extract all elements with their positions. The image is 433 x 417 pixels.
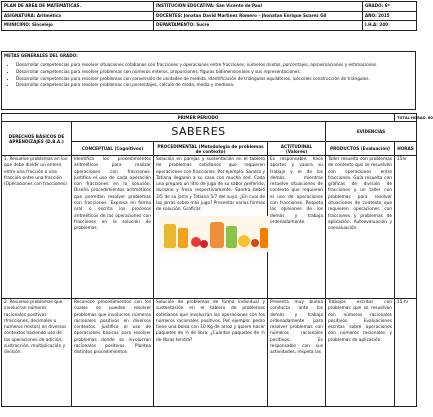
procedimental-text: Solución en parejas y sustentación en el tablero de problemas cotidianos que requieren operaciones con fracciones. Por ejemplo: Sandra y Tatiana llegaron a su casa con mucha sed. Cada una preparo un litro de jugo de su sabor preferido, durazno y fresa respectivamente. Sandra bebió 3/5 de su jarra y Tatiana 5/7 del suyo. ¿En cual de las jarras sobro más jugo? Presentar varias formas de solución. Graficar. xyxy=(156,157,265,213)
procedimental-cell: Solución de problemas de forma individual y sustentación en el tablero de problemas cotidianos que involucran las operaciones con los números racionales positivos. Por ejemplo: pedro tiene una bolsa con 10 Kg de arroz y quiere hacer paquetes de ¾ de libra. ¿Cuántos paquetes de ¾ de libras tendrá? xyxy=(154,299,268,407)
productos-column-header: PRODUCTOS (Evaluación) xyxy=(326,142,395,156)
curriculum-table xyxy=(1,113,433,407)
conceptual-cell: Reconoce procedimientos con los cuales se pueden resolver problemas que involucren números racionales positivos en diversos contextos. Justifica el uso de operaciones básicas para resolver problemas donde se involucran racionales positivos. Plantea distintos procedimientos xyxy=(72,299,154,407)
goal-item: • Desarrollar competencias para resolver problemas con porsentajes, cálculo de moda, media y mediana. xyxy=(16,82,415,89)
goals-list xyxy=(16,62,415,89)
institution-field: INSTITUCIÓN EDUCATIVA: San Vicente de Paul xyxy=(154,2,363,12)
actitudinal-column-header: ACTITUDINAL (Valores) xyxy=(268,142,326,156)
goals-title: METAS GENERALES DEL GRADO: xyxy=(4,53,78,58)
iha-field: I.H.A: 240 xyxy=(363,21,417,31)
conceptual-column-header: CONCEPTUAL (Cognitivos) xyxy=(72,142,154,156)
productos-cell: Trabajos escritos con problemas que se resuelven con números racionales positivos. Evaluaciones escritas sobre operaciones con números racionales y problemas de aplicación. xyxy=(326,299,395,407)
productos-cell: Taller resuelto con problemas de contexto que se resuelven con operaciones entre fracciones. Guía resuelta con gráficas de división de fracciones y un taller con problemas para resolver situaciones de contexto que requieren operaciones con fracciones y problemas de aplicación. Autoevaluación y coevaluación. xyxy=(326,156,395,299)
plan-title: PLAN DE AREA DE MATEMÁTICAS. xyxy=(2,2,154,12)
procedimental-column-header: PROCEDIMENTAL (Metodología de problemas de contexto) xyxy=(154,142,268,156)
horas-cell: 15hr xyxy=(395,156,417,299)
procedimental-cell xyxy=(154,156,268,299)
dba-cell: 1. Resuelve problemas en los que debe dividir un entero entre una fracción o una fracción entre una fracción (Operaciones con fracciones). xyxy=(2,156,72,299)
total-hours: TOTAL HORAS: 60 xyxy=(395,114,417,122)
plan-header-table xyxy=(1,1,417,31)
period-heading: PRIMER PERIODO xyxy=(2,114,395,122)
actitudinal-cell: Es responsable, hace aportes y valora su trabajo y el de los demás, mientras resuelve situaciones de contexto que requieren el uso de operaciones con fracciones. Respeta las opiniones de los demás y trabaja ordenadamente. xyxy=(268,156,326,299)
actitudinal-cell: Presenta muy buena conducta ante los demás y trabaja ordenadamente para resolver problemas con números racionales positivos. Es responsable con sus actividades, respeta las xyxy=(268,299,326,407)
table-row xyxy=(2,156,417,299)
saberes-heading: SABERES xyxy=(72,122,326,142)
year-field: AÑO: 2015 xyxy=(363,11,417,21)
horas-column-header: HORAS xyxy=(395,142,417,156)
fraction-juice-illustration xyxy=(160,216,270,252)
department-field: DEPARTAMENTO: Sucre xyxy=(154,21,363,31)
grade-field: GRADO: 6º xyxy=(363,2,417,12)
table-row xyxy=(2,299,417,407)
conceptual-cell: Identifica los procedimientos aritméticos para realizar operaciones con fracciones. Justifica el uso de cada operación con fracciones en la solución. Diseña procedimientos aritméticos que permitan resolver problemas con fracciones. Expresa en forma oral o escrita los procesos aritméticos de las operaciones con fracciones en la solución de problemas. xyxy=(72,156,154,299)
evidencias-heading: EVIDENCIAS xyxy=(326,122,417,142)
teachers-field: DOCENTES: Jonatan David Martinez Romero – Jhonatan Enrique Suarez Gil xyxy=(154,11,363,21)
goal-item: • Desarrollar competencias para resolver problemas con números enteros, proporciones, figuras bidimensionales y sus representaciones. xyxy=(16,69,415,76)
dba-cell: 2. Resuelve problemas que involucran números racionales positivos (fracciones, decimales o números mixtos) en diversos contextos haciendo uso de las operaciones de adición, sustracción, multiplicación y división. xyxy=(2,299,72,407)
subject-field: ASIGNATURA: Aritmética xyxy=(2,11,154,21)
goal-item: • Desarrollar competencias para resolver problemas con conversión de unidades de medida, identificación de triángulos equiláteros, isósceles construcción de triángulos. xyxy=(16,76,415,83)
municipality-field: MUNICIPIO: Sincelejo xyxy=(2,21,154,31)
dba-heading: DERECHOS BÁSICOS DE APRENDIZAJES (D.B.A.) xyxy=(2,122,72,156)
general-goals-section xyxy=(1,51,416,110)
goal-item: • Desarrollar competencias para resolver situaciones cotidianas con fracciones y operaciones entre fracciones, números mixtos, porcentajes, aproximaciones y estimaciones. xyxy=(16,62,415,69)
horas-cell: 15 hr xyxy=(395,299,417,407)
